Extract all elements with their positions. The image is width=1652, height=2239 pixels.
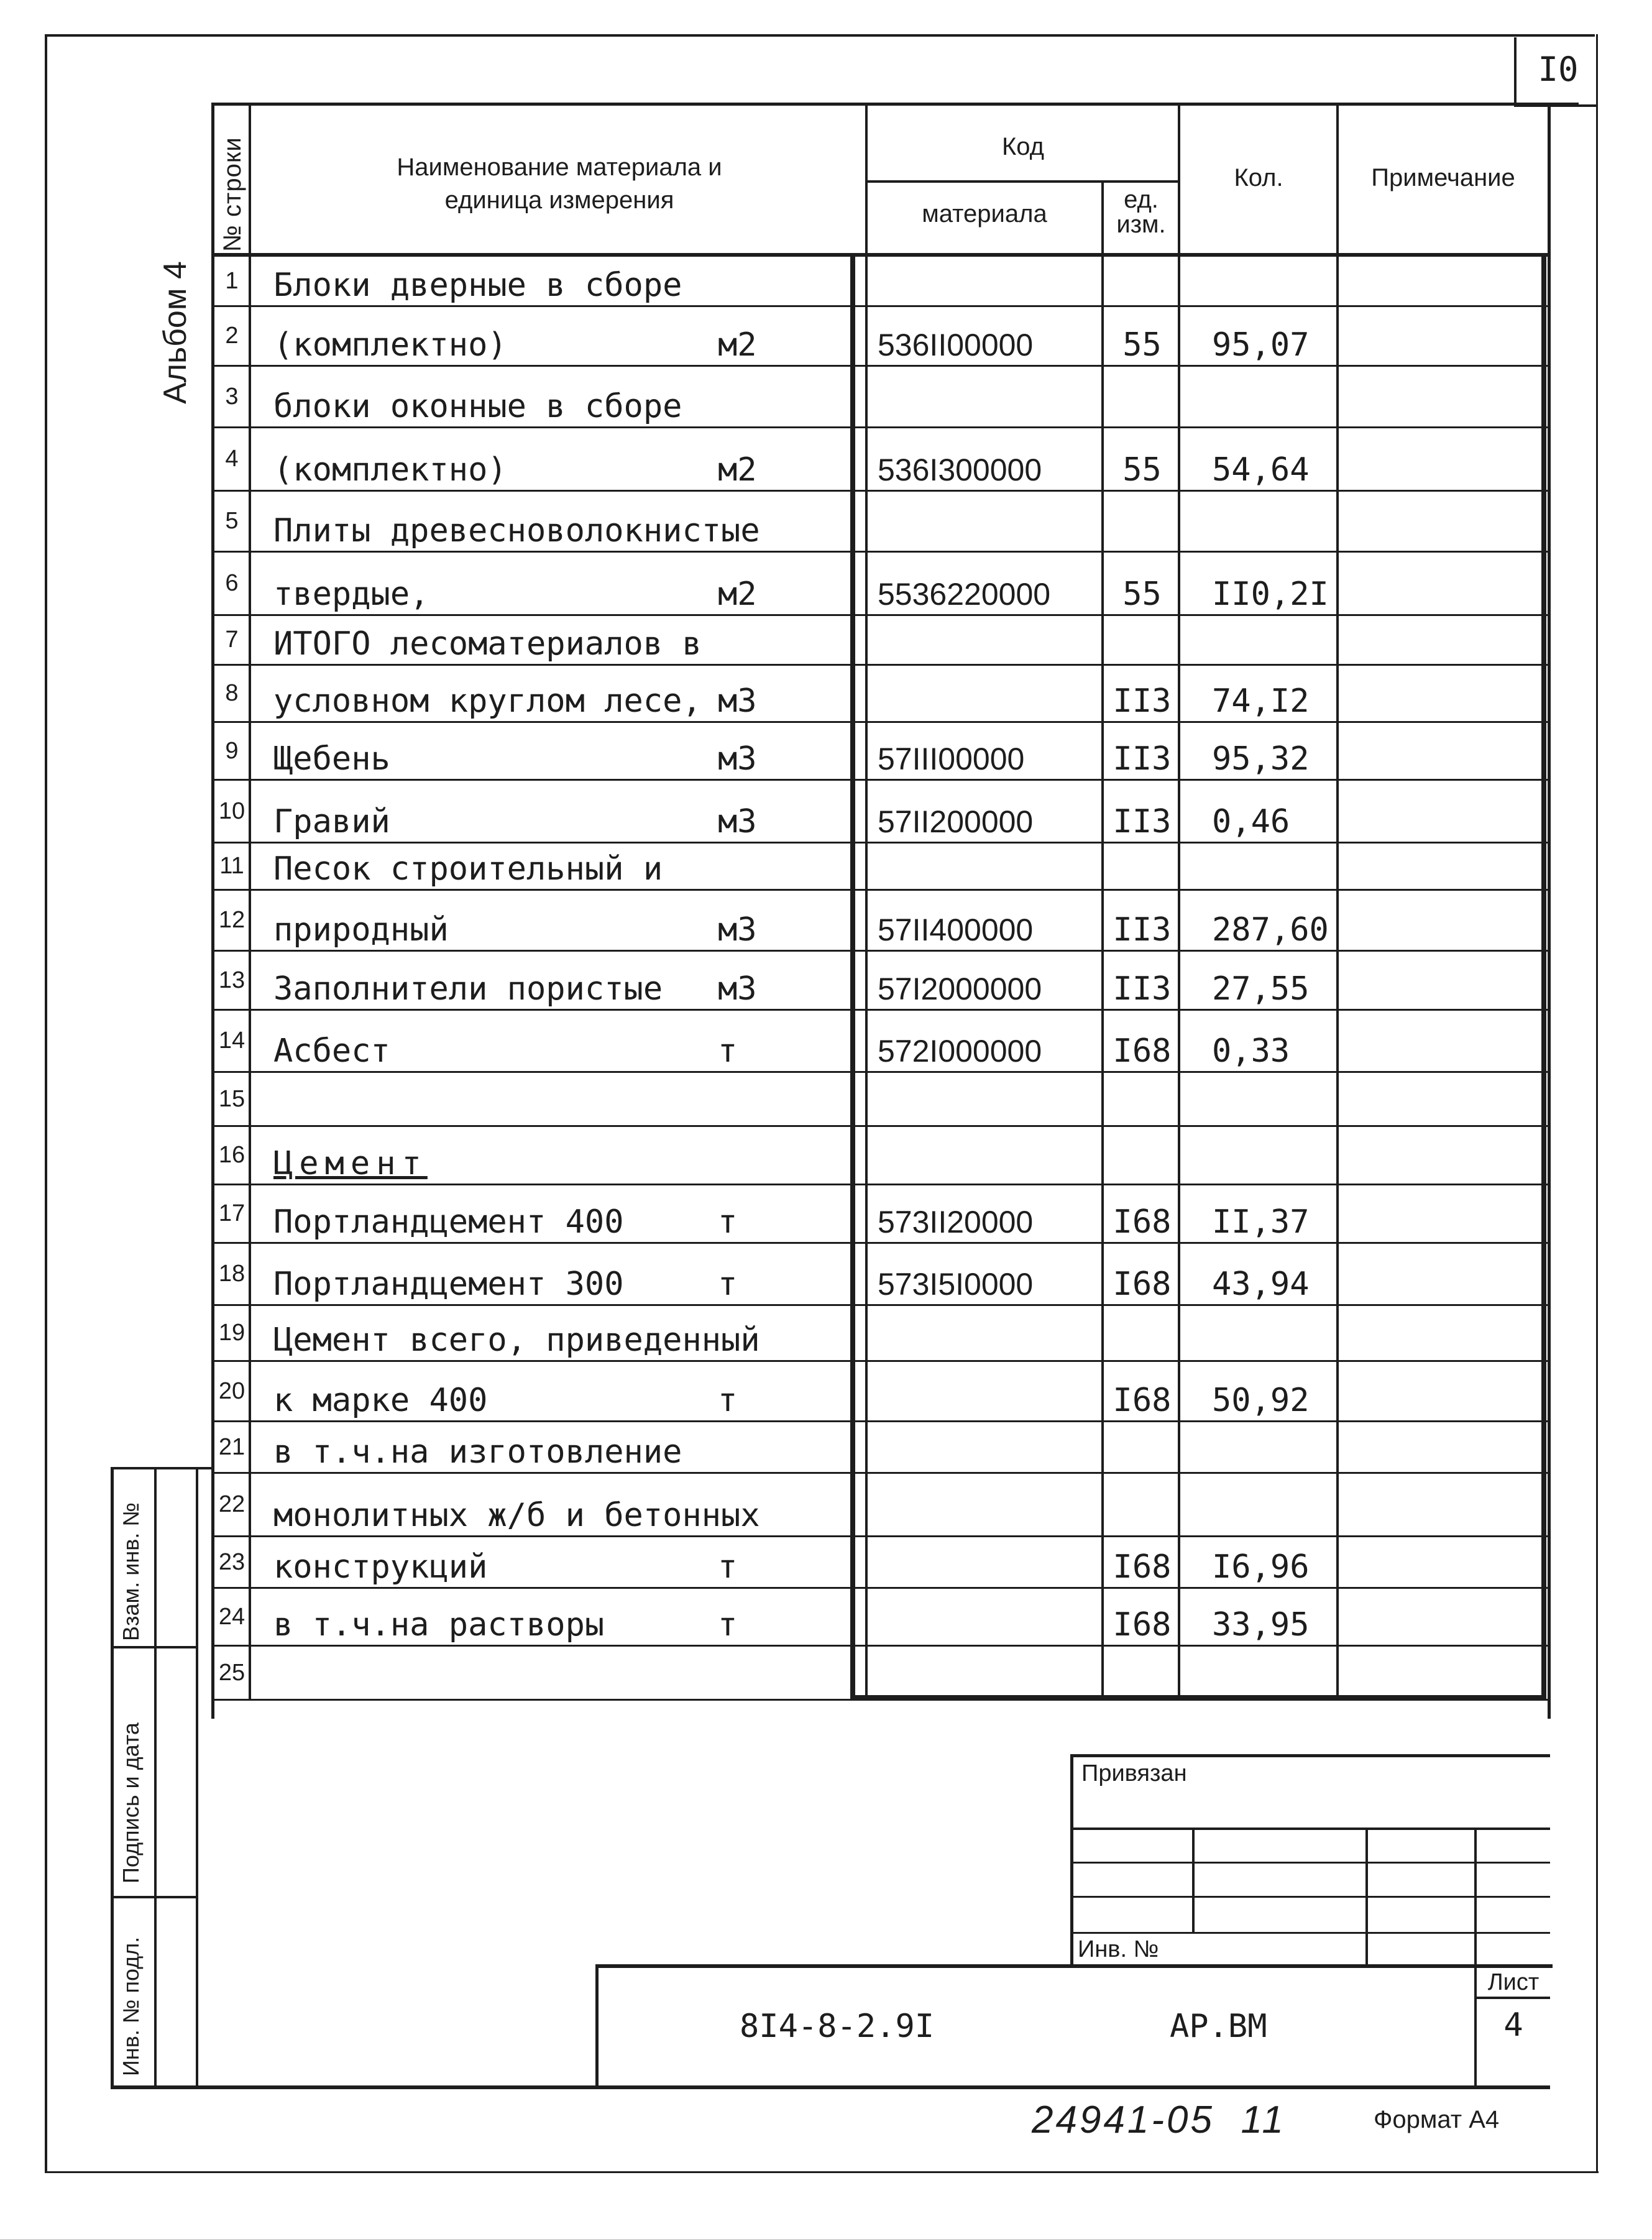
row-unit-code: II3 — [1113, 740, 1172, 778]
row-name: Цемент всего, приведенный — [273, 1322, 760, 1359]
quantity-header: Кол. — [1234, 164, 1283, 191]
row-name: Песок строительный и — [273, 850, 663, 888]
row-material-code: 5536220000 — [878, 577, 1051, 612]
row-quantity: 95,07 — [1212, 326, 1310, 364]
name-header-line2: единица измерения — [444, 186, 674, 214]
row-material-code: 57II400000 — [878, 913, 1034, 947]
row-name: Цемент — [273, 1145, 428, 1182]
row-name: монолитных ж/б и бетонных — [273, 1497, 760, 1534]
row-separator — [211, 1304, 1548, 1306]
row-unit-code: 55 — [1122, 326, 1162, 364]
row-separator — [211, 426, 1548, 428]
row-unit-code: II3 — [1113, 803, 1172, 840]
row-number: 21 — [218, 1433, 246, 1460]
unit-header-line1: ед. — [1124, 186, 1159, 213]
row-number: 14 — [218, 1028, 246, 1054]
row-unit: м2 — [718, 326, 757, 364]
row-quantity: 27,55 — [1212, 970, 1310, 1008]
row-unit-code: 55 — [1122, 576, 1162, 613]
row-name: Блоки дверные в сборе — [273, 267, 682, 304]
row-separator — [211, 721, 1548, 723]
row-quantity: 74,I2 — [1212, 683, 1310, 720]
row-unit-code: I68 — [1113, 1606, 1172, 1644]
row-quantity: I6,96 — [1212, 1548, 1310, 1586]
row-separator — [211, 551, 1548, 553]
row-name: Заполнители пористые — [273, 970, 663, 1008]
row-number: 25 — [218, 1659, 246, 1686]
row-quantity: 95,32 — [1212, 740, 1310, 778]
row-name: Портландцемент 300 — [273, 1266, 624, 1303]
row-number: 4 — [225, 446, 239, 472]
row-separator — [211, 614, 1548, 616]
album-label: Альбом 4 — [157, 261, 193, 404]
row-unit: м2 — [718, 451, 757, 489]
row-unit-code: II3 — [1113, 911, 1172, 949]
row-number: 13 — [218, 967, 246, 993]
row-name: природный — [273, 911, 449, 949]
row-quantity: II0,2I — [1212, 576, 1329, 613]
row-separator — [211, 1472, 1548, 1474]
row-number: 15 — [218, 1085, 246, 1112]
row-separator — [211, 1360, 1548, 1362]
sheet-label: Лист — [1487, 1969, 1540, 1995]
sheet-value: 4 — [1503, 2007, 1523, 2044]
row-number: 9 — [225, 737, 239, 764]
row-unit-code: I68 — [1113, 1266, 1172, 1303]
row-material-code: 536I300000 — [878, 453, 1042, 487]
row-number: 10 — [218, 798, 246, 824]
row-unit: т — [718, 1032, 738, 1070]
row-unit-code: II3 — [1113, 683, 1172, 720]
row-material-code: 573I5I0000 — [878, 1267, 1034, 1302]
row-name: (комплектно) — [273, 451, 507, 489]
replace-inv-label: Взам. инв. № — [118, 1502, 144, 1641]
row-number: 3 — [225, 383, 239, 410]
inv-original-label: Инв. № подл. — [118, 1936, 144, 2076]
row-name: в т.ч.на изготовление — [273, 1433, 682, 1471]
row-material-code: 57II200000 — [878, 804, 1034, 839]
material-code-header: материала — [922, 200, 1047, 228]
row-separator — [211, 1420, 1548, 1422]
row-name: Плиты древесноволокнистые — [273, 512, 760, 549]
row-separator — [211, 1699, 1548, 1701]
row-separator — [211, 842, 1548, 844]
row-quantity: 50,92 — [1212, 1382, 1310, 1419]
row-name: ИТОГО лесоматериалов в — [273, 625, 702, 663]
row-number: 2 — [225, 323, 239, 349]
row-material-code: 536II00000 — [878, 328, 1034, 362]
row-quantity: 54,64 — [1212, 451, 1310, 489]
row-unit-code: 55 — [1122, 451, 1162, 489]
code-header: Код — [1001, 133, 1044, 160]
row-unit: т — [718, 1203, 738, 1241]
row-quantity: 33,95 — [1212, 1606, 1310, 1644]
row-unit: т — [718, 1548, 738, 1586]
row-quantity: 287,60 — [1212, 911, 1329, 949]
row-material-code: 57III00000 — [878, 742, 1025, 776]
row-number: 16 — [218, 1142, 246, 1168]
row-number: 1 — [225, 268, 239, 294]
document-code: 8I4-8-2.9I — [740, 2008, 935, 2045]
row-number: 18 — [218, 1261, 246, 1287]
row-separator — [211, 1645, 1548, 1647]
name-header-line1: Наименование материала и — [397, 154, 722, 181]
row-separator — [211, 664, 1548, 666]
row-number: 20 — [218, 1377, 246, 1404]
bound-label: Привязан — [1081, 1760, 1187, 1786]
row-unit: м3 — [718, 911, 757, 949]
note-header: Примечание — [1371, 164, 1515, 191]
row-name: Асбест — [273, 1032, 390, 1070]
row-separator — [211, 1535, 1548, 1537]
row-number: 12 — [218, 907, 246, 933]
document-mark: АР.ВМ — [1170, 2008, 1267, 2045]
unit-header-line2: изм. — [1116, 211, 1166, 238]
row-separator — [211, 1587, 1548, 1589]
row-name: в т.ч.на растворы — [273, 1606, 605, 1644]
row-number: 19 — [218, 1320, 246, 1346]
row-number: 17 — [218, 1200, 246, 1226]
row-quantity: 43,94 — [1212, 1266, 1310, 1303]
row-unit-code: I68 — [1113, 1382, 1172, 1419]
row-unit: т — [718, 1606, 738, 1644]
row-unit: т — [718, 1266, 738, 1303]
row-number: 8 — [225, 680, 239, 706]
row-separator — [211, 779, 1548, 781]
format-label: Формат А4 — [1374, 2106, 1500, 2133]
row-name: блоки оконные в сборе — [273, 388, 682, 425]
handwritten-number: 24941-05 11 — [1032, 2099, 1286, 2141]
row-separator — [211, 1184, 1548, 1185]
row-number-header: № строки — [219, 137, 246, 252]
row-unit-code: I68 — [1113, 1203, 1172, 1241]
row-separator — [211, 1009, 1548, 1011]
row-unit: м3 — [718, 803, 757, 840]
row-separator — [211, 889, 1548, 891]
row-unit: м3 — [718, 970, 757, 1008]
row-quantity: 0,33 — [1212, 1032, 1290, 1070]
row-unit: т — [718, 1382, 738, 1419]
row-unit: м3 — [718, 683, 757, 720]
top-sheet-number: I0 — [1538, 50, 1579, 89]
row-unit-code: I68 — [1113, 1548, 1172, 1586]
row-number: 23 — [218, 1548, 246, 1575]
row-number: 24 — [218, 1603, 246, 1630]
row-unit: м2 — [718, 576, 757, 613]
row-number: 5 — [225, 508, 239, 534]
row-separator — [211, 490, 1548, 492]
row-unit-code: I68 — [1113, 1032, 1172, 1070]
sign-date-label: Подпись и дата — [118, 1722, 144, 1883]
row-name: к марке 400 — [273, 1382, 488, 1419]
row-separator — [211, 1071, 1548, 1073]
row-quantity: 0,46 — [1212, 803, 1290, 840]
inv-no-label: Инв. № — [1078, 1936, 1159, 1962]
row-name: Портландцемент 400 — [273, 1203, 624, 1241]
row-separator — [211, 305, 1548, 307]
row-number: 7 — [225, 627, 239, 653]
row-unit: м3 — [718, 740, 757, 778]
row-unit-code: II3 — [1113, 970, 1172, 1008]
row-name: твердые, — [273, 576, 429, 613]
row-separator — [211, 1242, 1548, 1244]
row-name: Щебень — [273, 740, 390, 778]
row-name: условном круглом лесе, — [273, 683, 702, 720]
row-number: 6 — [225, 570, 239, 596]
row-name: конструкций — [273, 1548, 488, 1586]
row-separator — [211, 1125, 1548, 1127]
row-number: 22 — [218, 1491, 246, 1517]
row-separator — [211, 950, 1548, 952]
row-number: 11 — [219, 853, 244, 879]
row-quantity: II,37 — [1212, 1203, 1310, 1241]
row-material-code: 57I2000000 — [878, 972, 1042, 1006]
row-material-code: 572I000000 — [878, 1034, 1042, 1069]
row-separator — [211, 365, 1548, 367]
row-name: Гравий — [273, 803, 390, 840]
row-name: (комплектно) — [273, 326, 507, 364]
row-material-code: 573II20000 — [878, 1205, 1034, 1239]
